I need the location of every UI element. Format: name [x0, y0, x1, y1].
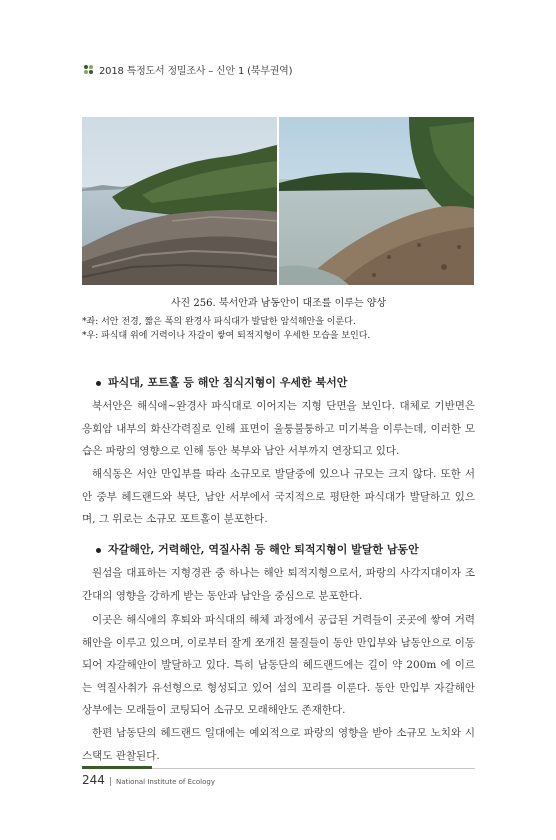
- photo-note-right: *우: 파식대 위에 거력이나 자갈이 쌓여 퇴적지형이 우세한 모습을 보인다.: [82, 331, 371, 341]
- photo-note-left: *좌: 서안 전경, 짧은 폭의 완경사 파식대가 발달한 암석해안을 이룬다.: [82, 317, 356, 327]
- paragraph: 해식동은 서안 만입부를 따라 소규모로 발달중에 있으나 규모는 크지 않다. 또한 서안 중부 헤드랜드와 북단, 남안 서부에서 국지적으로 평탄한 파식대가 발달하고 있으며, 그 위로는 소규모 포트홀이 분포한다.: [82, 468, 475, 525]
- photo-left-rocky-coast: [82, 117, 277, 285]
- coastal-rock-photo-icon: [82, 117, 277, 285]
- paragraph: 이곳은 해식애의 후퇴와 파식대의 해체 과정에서 공급된 거력들이 곳곳에 쌓여 거력해안을 이루고 있으며, 이로부터 잘게 쪼개진 물질들이 동안 만입부와 남동안으로 이동되어 자갈해안이 발달하고 있다. 특히 남동단의 헤드랜드에는 길이 약 200m 에 이르는 역질사취가 유선형으로 형성되고 있어 섬의 꼬리를 이룬다. 동안 만입부 자갈해안 상부에는 모래들이 코팅되어 소규모 모래해안도 존재한다.: [82, 614, 475, 716]
- bullet-icon: [96, 548, 101, 553]
- photo-caption: 사진 256. 북서안과 남동안이 대조를 이루는 양상: [170, 298, 387, 309]
- paragraph: 한편 남동단의 헤드랜드 일대에는 예외적으로 파랑의 영향을 받아 소규모 노치와 시스택도 관찰된다.: [82, 727, 475, 762]
- header-title: 2018 특정도서 정밀조사 – 신안 1 (북부권역): [99, 66, 293, 77]
- paragraph: 원섬을 대표하는 지형경관 중 하나는 해안 퇴적지형으로서, 파랑의 사각지대이자 조간대의 영향을 강하게 받는 동안과 남안을 중심으로 분포한다.: [82, 567, 475, 602]
- section-heading-northwest: [96, 374, 347, 390]
- page-footer: [82, 773, 215, 787]
- section-heading-southeast: [96, 541, 419, 557]
- footer-accent-bar: [82, 766, 152, 769]
- photo-pair: [82, 117, 475, 285]
- section-heading-text: 자갈해안, 거력해안, 역질사취 등 해안 퇴적지형이 발달한 남동안: [108, 543, 419, 556]
- paragraph: 북서안은 해식애~완경사 파식대로 이어지는 지형 단면을 보인다. 대체로 기반면은 응회암 내부의 화산각력질로 인해 표면이 울퉁불퉁하고 미기복을 이루는데, 이러한 모습은 파랑의 영향으로 인해 동안 북부와 남안 서부까지 연장되고 있다.: [82, 400, 475, 457]
- header-dots-icon: [84, 65, 93, 74]
- page-number: 244: [82, 773, 105, 787]
- footer-separator: |: [108, 777, 112, 787]
- beach-tidal-flat-photo-icon: [279, 117, 474, 285]
- running-header: [84, 62, 292, 77]
- section-heading-text: 파식대, 포트홀 등 해안 침식지형이 우세한 북서안: [108, 376, 348, 389]
- bullet-icon: [96, 381, 101, 386]
- photo-right-beach: [279, 117, 474, 285]
- photo-notes: [82, 315, 370, 343]
- footer-organization: National Institute of Ecology: [115, 778, 215, 786]
